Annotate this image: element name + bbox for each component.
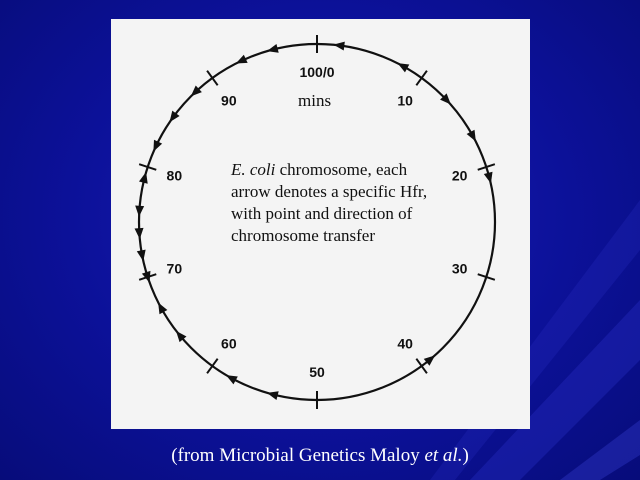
tick-mark <box>207 71 218 86</box>
caption-text: chromosome, each arrow denotes a specific Hfr, with point and direction of chromosome transfer <box>231 160 428 245</box>
tick-label: 60 <box>221 335 237 352</box>
tick-label: 70 <box>166 260 183 277</box>
hfr-arrow <box>153 140 162 152</box>
tick-label: 80 <box>166 167 183 184</box>
citation-authors-etal: et al. <box>424 445 463 466</box>
tick-label: 10 <box>397 92 413 109</box>
tick-label: 40 <box>397 335 413 352</box>
citation-suffix: ) <box>462 445 469 466</box>
citation-prefix: (from Microbial Genetics Maloy <box>171 445 425 466</box>
tick-label: 30 <box>451 260 468 277</box>
chromosome-map-figure <box>111 19 530 429</box>
figure-caption <box>231 159 431 247</box>
tick-mark <box>416 71 427 86</box>
tick-label: 90 <box>221 92 237 109</box>
tick-label: 100/0 <box>299 64 335 80</box>
hfr-arrow <box>135 228 144 239</box>
caption-organism: E. coli <box>231 160 276 179</box>
hfr-arrow <box>137 250 146 262</box>
hfr-arrow <box>135 206 144 217</box>
hfr-arrow <box>142 271 151 283</box>
tick-label: 20 <box>451 167 468 184</box>
hfr-arrow <box>236 55 248 64</box>
units-label: mins <box>298 91 332 110</box>
tick-mark <box>416 359 427 374</box>
tick-label: 50 <box>309 364 325 380</box>
tick-mark <box>207 359 218 374</box>
hfr-arrow <box>333 42 344 51</box>
citation <box>0 445 640 467</box>
